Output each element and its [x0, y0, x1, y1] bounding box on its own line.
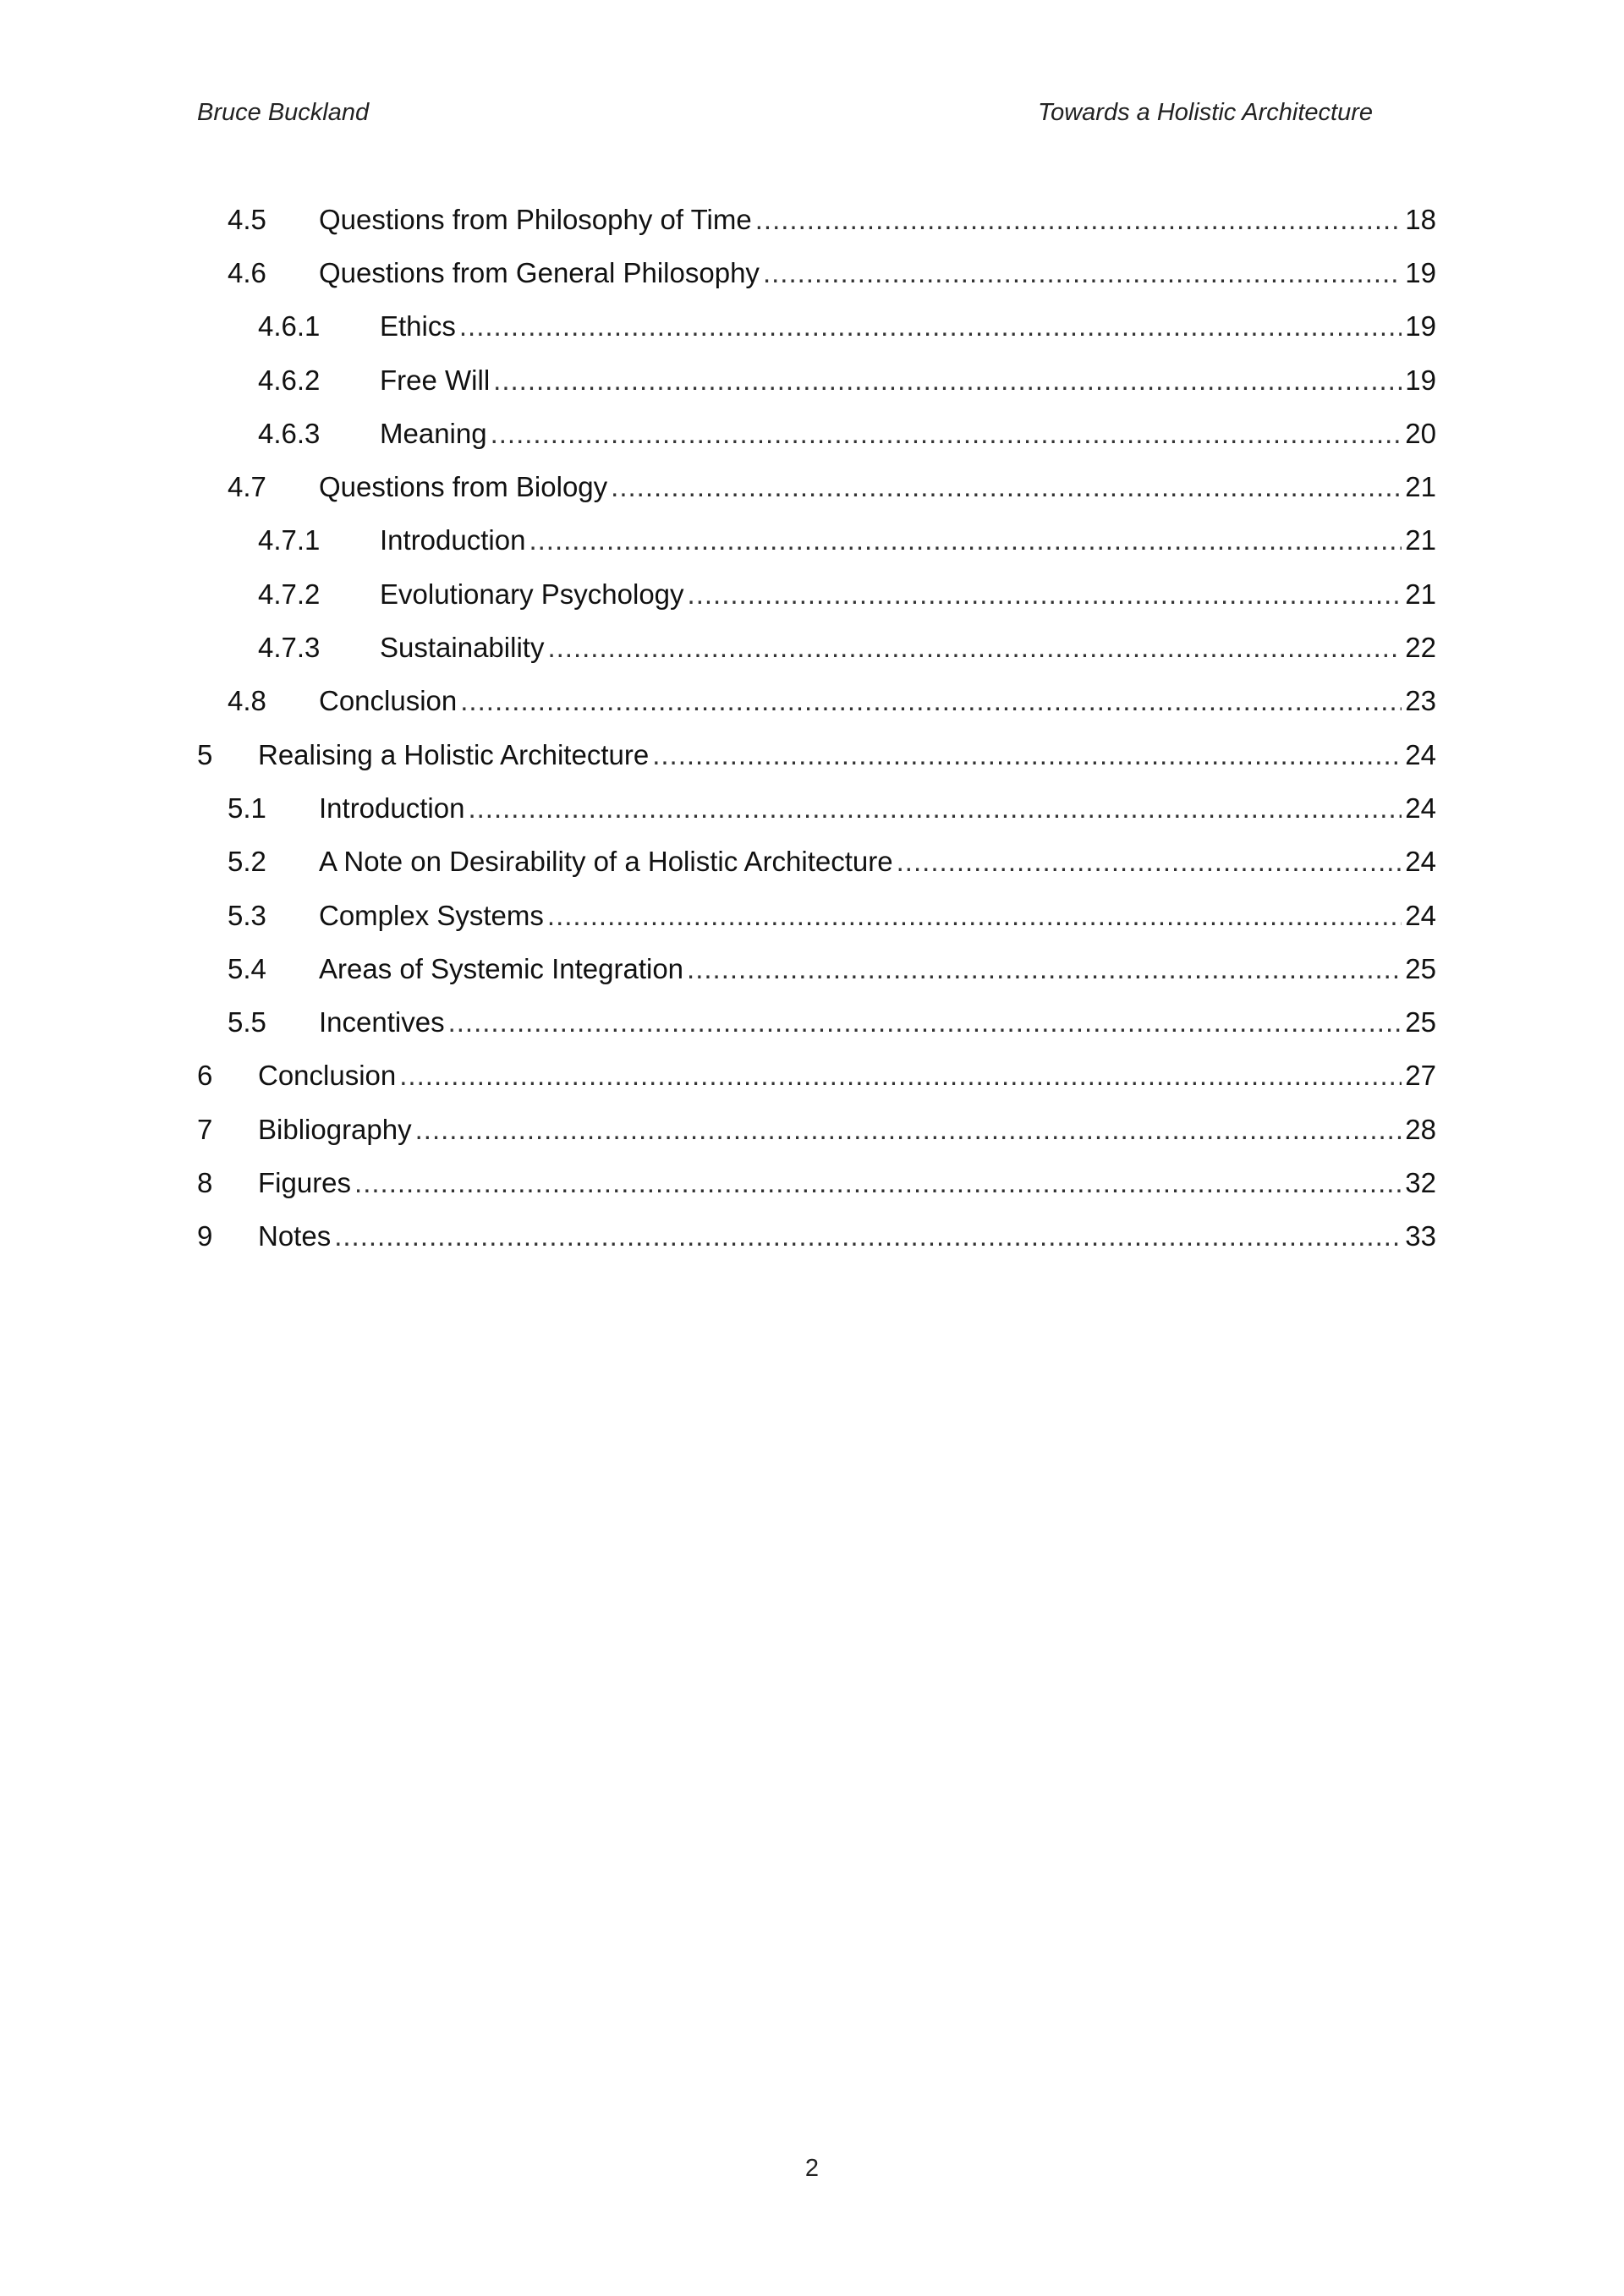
table-of-contents [197, 193, 1436, 1263]
toc-entry-page-number: 22 [1405, 632, 1436, 664]
toc-entry-number: 9 [197, 1220, 213, 1252]
toc-entry-number: 5.2 [228, 846, 266, 878]
toc-entry-number: 5.5 [228, 1006, 266, 1038]
toc-entry[interactable] [197, 407, 1436, 460]
toc-entry[interactable] [197, 514, 1436, 567]
toc-entry-number: 4.6 [228, 256, 266, 288]
toc-entry-page-number: 21 [1405, 578, 1436, 610]
toc-entry-title: Free Will [380, 364, 491, 396]
toc-entry-page-number: 24 [1405, 846, 1436, 878]
toc-entry-title: Ethics [380, 310, 456, 342]
toc-entry-title: Questions from Philosophy of Time [319, 203, 752, 235]
header-author: Bruce Buckland [197, 99, 370, 126]
page-number: 2 [804, 2155, 820, 2182]
toc-entry-number: 5.3 [228, 899, 266, 931]
toc-entry-title: Introduction [380, 524, 526, 556]
toc-dot-leader [652, 738, 1402, 772]
toc-entry[interactable] [197, 995, 1436, 1049]
toc-entry-title: A Note on Desirability of a Holistic Architecture [319, 846, 893, 878]
toc-dot-leader [459, 310, 1402, 343]
toc-entry-page-number: 21 [1405, 471, 1436, 503]
toc-entry-title: Incentives [319, 1006, 445, 1038]
toc-entry-page-number: 19 [1405, 256, 1436, 288]
toc-entry-page-number: 20 [1405, 417, 1436, 449]
toc-dot-leader [354, 1166, 1402, 1200]
toc-entry-page-number: 27 [1405, 1060, 1436, 1092]
toc-entry-title: Questions from General Philosophy [319, 256, 760, 288]
toc-entry-page-number: 28 [1405, 1113, 1436, 1145]
toc-dot-leader [688, 578, 1402, 611]
toc-entry[interactable] [197, 621, 1436, 674]
toc-entry-title: Introduction [319, 792, 465, 824]
toc-entry-page-number: 33 [1405, 1220, 1436, 1252]
toc-entry[interactable] [197, 1049, 1436, 1103]
toc-entry-number: 5 [197, 738, 213, 770]
toc-entry-title: Complex Systems [319, 899, 544, 931]
toc-entry-title: Meaning [380, 417, 487, 449]
toc-entry-number: 7 [197, 1113, 213, 1145]
toc-entry-page-number: 18 [1405, 203, 1436, 235]
toc-dot-leader [460, 684, 1402, 718]
toc-entry-title: Notes [258, 1220, 332, 1252]
toc-entry[interactable] [197, 300, 1436, 353]
toc-entry-title: Areas of Systemic Integration [319, 952, 684, 984]
toc-dot-leader [334, 1219, 1402, 1253]
toc-dot-leader [399, 1059, 1402, 1093]
toc-entry[interactable] [197, 889, 1436, 942]
toc-dot-leader [547, 899, 1402, 933]
toc-dot-leader [493, 364, 1402, 397]
toc-entry[interactable] [197, 460, 1436, 513]
toc-entry-page-number: 23 [1405, 685, 1436, 717]
toc-entry-number: 5.4 [228, 952, 266, 984]
toc-entry-number: 4.6.3 [258, 417, 321, 449]
toc-dot-leader [491, 417, 1402, 451]
toc-entry-page-number: 19 [1405, 310, 1436, 342]
toc-entry-title: Conclusion [319, 685, 458, 717]
toc-entry-page-number: 21 [1405, 524, 1436, 556]
toc-entry[interactable] [197, 193, 1436, 246]
toc-entry[interactable] [197, 781, 1436, 835]
toc-dot-leader [611, 470, 1402, 504]
toc-entry-page-number: 25 [1405, 952, 1436, 984]
toc-dot-leader [529, 523, 1402, 557]
toc-entry-page-number: 25 [1405, 1006, 1436, 1038]
toc-entry[interactable] [197, 246, 1436, 299]
toc-entry[interactable] [197, 728, 1436, 781]
toc-entry[interactable] [197, 567, 1436, 621]
toc-entry-title: Realising a Holistic Architecture [258, 738, 650, 770]
toc-entry-page-number: 24 [1405, 738, 1436, 770]
toc-entry-number: 4.6.2 [258, 364, 321, 396]
toc-dot-leader [415, 1113, 1402, 1147]
toc-dot-leader [755, 203, 1402, 237]
toc-entry[interactable] [197, 675, 1436, 728]
toc-entry-number: 4.7 [228, 471, 266, 503]
toc-entry-number: 4.7.3 [258, 632, 321, 664]
toc-dot-leader [468, 792, 1402, 825]
toc-entry-title: Questions from Biology [319, 471, 608, 503]
toc-entry[interactable] [197, 1156, 1436, 1209]
toc-entry[interactable] [197, 836, 1436, 889]
toc-entry-title: Figures [258, 1166, 352, 1198]
toc-entry-number: 6 [197, 1060, 213, 1092]
toc-entry-number: 4.7.1 [258, 524, 321, 556]
toc-entry-number: 4.7.2 [258, 578, 321, 610]
toc-entry-number: 4.5 [228, 203, 266, 235]
toc-entry-title: Conclusion [258, 1060, 397, 1092]
toc-entry-page-number: 24 [1405, 899, 1436, 931]
header-document-title: Towards a Holistic Architecture [1038, 99, 1373, 126]
toc-entry[interactable] [197, 942, 1436, 995]
toc-entry-title: Evolutionary Psychology [380, 578, 684, 610]
toc-dot-leader [547, 631, 1402, 665]
toc-entry-number: 5.1 [228, 792, 266, 824]
toc-entry-page-number: 32 [1405, 1166, 1436, 1198]
toc-dot-leader [448, 1006, 1402, 1039]
toc-entry-number: 4.6.1 [258, 310, 321, 342]
toc-entry-page-number: 24 [1405, 792, 1436, 824]
page-header [197, 96, 1373, 134]
toc-entry-title: Sustainability [380, 632, 545, 664]
toc-entry[interactable] [197, 1103, 1436, 1156]
toc-dot-leader [763, 256, 1402, 290]
toc-entry[interactable] [197, 353, 1436, 407]
toc-entry[interactable] [197, 1210, 1436, 1263]
toc-entry-number: 4.8 [228, 685, 266, 717]
toc-dot-leader [897, 845, 1402, 879]
toc-entry-title: Bibliography [258, 1113, 412, 1145]
toc-entry-page-number: 19 [1405, 364, 1436, 396]
toc-dot-leader [687, 952, 1402, 986]
toc-entry-number: 8 [197, 1166, 213, 1198]
